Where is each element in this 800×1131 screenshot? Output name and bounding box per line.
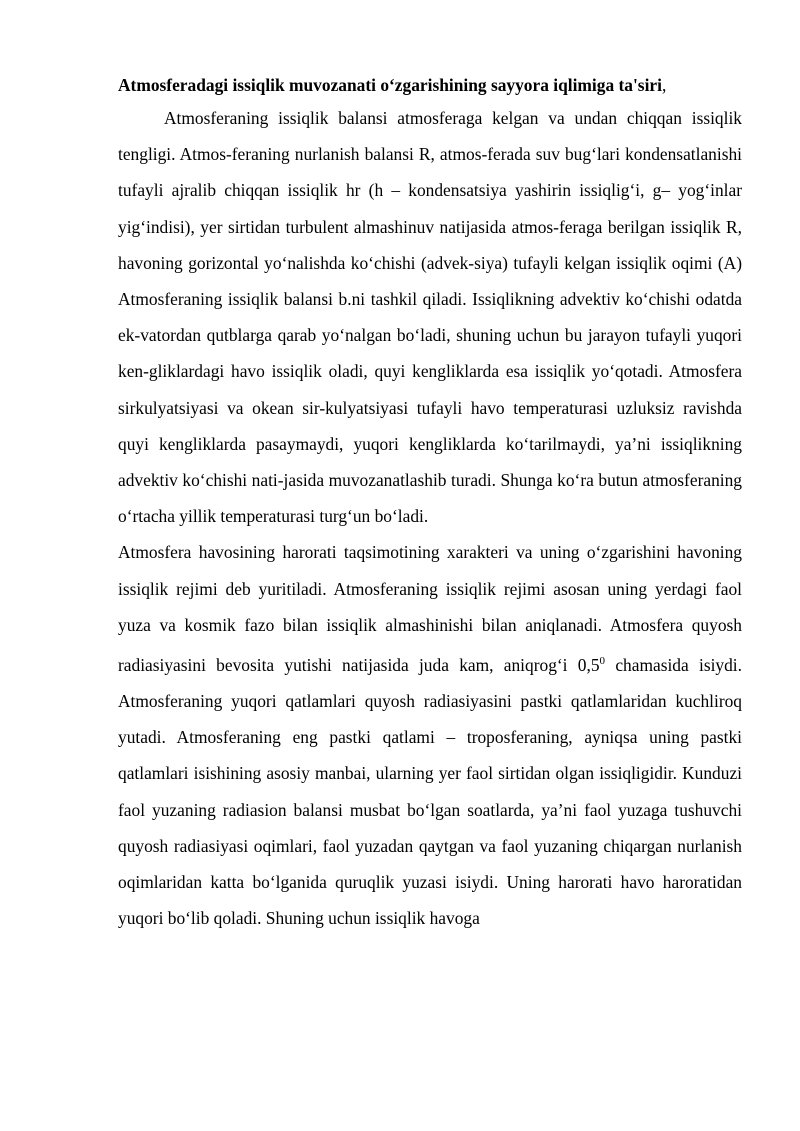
document-title-text: Atmosferadagi issiqlik muvozanati o‘zgarishining sayyora iqlimiga ta'siri	[118, 75, 662, 95]
paragraph-heat-balance: Atmosferaning issiqlik balansi atmosferaga kelgan va undan chiqqan issiqlik tengligi. Atmos-feraning nurlanish balansi R, atmos-ferada suv bug‘lari kondensatlanishi tufayli ajralib chiqqan issiqlik hr (h – kondensatsiya yashirin issiqlig‘i, g– yog‘inlar yig‘indisi), yer sirtidan turbulent almashinuv natijasida atmos-feraga berilgan issiqlik R, havoning gorizontal yo‘nalishda ko‘chishi (advek-siya) tufayli kelgan issiqlik oqimi (A) Atmosferaning issiqlik balansi b.ni tashkil qiladi. Issiqlikning advektiv ko‘chishi odatda ek-vatordan qutblarga qarab yo‘nalgan bo‘ladi, shuning uchun bu jarayon tufayli yuqori ken-gliklardagi havo issiqlik oladi, quyi kengliklarda esa issiqlik yo‘qotadi. Atmosfera sirkulyatsiyasi va okean sir-kulyatsiyasi tufayli havo temperaturasi uzluksiz ravishda quyi kengliklarda pasaymaydi, yuqori kengliklarda ko‘tarilmaydi, ya’ni issiqlikning advektiv ko‘chishi nati-jasida muvozanatlashib turadi. Shunga ko‘ra butun atmosferaning o‘rtacha yillik temperaturasi turg‘un bo‘ladi.	[118, 108, 742, 527]
paragraph-thermal-regime-part2: chamasida isiydi. Atmosferaning yuqori qatlamlari quyosh radiasiyasini pastki qatlamlaridan kuchliroq yutadi. Atmosferaning eng pastki qatlami – troposferaning, ayniqsa uning pastki qatlamlari isishining asosiy manbai, ularning yer faol sirtidan olgan issiqligidir. Kunduzi faol yuzaning radiasion balansi musbat bo‘lgan soatlarda, ya’ni faol yuzaga tushuvchi quyosh radiasiyasi oqimlari, faol yuzadan qaytgan va faol yuzaning chiqargan nurlanish oqimlaridan katta bo‘lganida quruqlik yuzasi isiydi. Uning harorati havo haroratidan yuqori bo‘lib qoladi. Shuning uchun issiqlik havoga	[118, 654, 742, 929]
document-title	[118, 74, 718, 96]
document-title-comma: ,	[661, 75, 667, 95]
paragraph-thermal-regime-part1: Atmosfera havosining harorati taqsimotining xarakteri va uning o‘zgarishini havoning issiqlik rejimi deb yuritiladi. Atmosferaning issiqlik rejimi asosan uning yerdagi faol yuza va kosmik fazo bilan issiqlik almashinishi bilan aniqlanadi. Atmosfera quyosh radiasiyasini bevosita yutishi natijasida juda kam, aniqrog‘i 0,5	[118, 542, 742, 675]
document-page	[118, 74, 742, 936]
paragraph-thermal-regime	[118, 534, 742, 936]
degree-superscript: 0	[599, 655, 606, 668]
